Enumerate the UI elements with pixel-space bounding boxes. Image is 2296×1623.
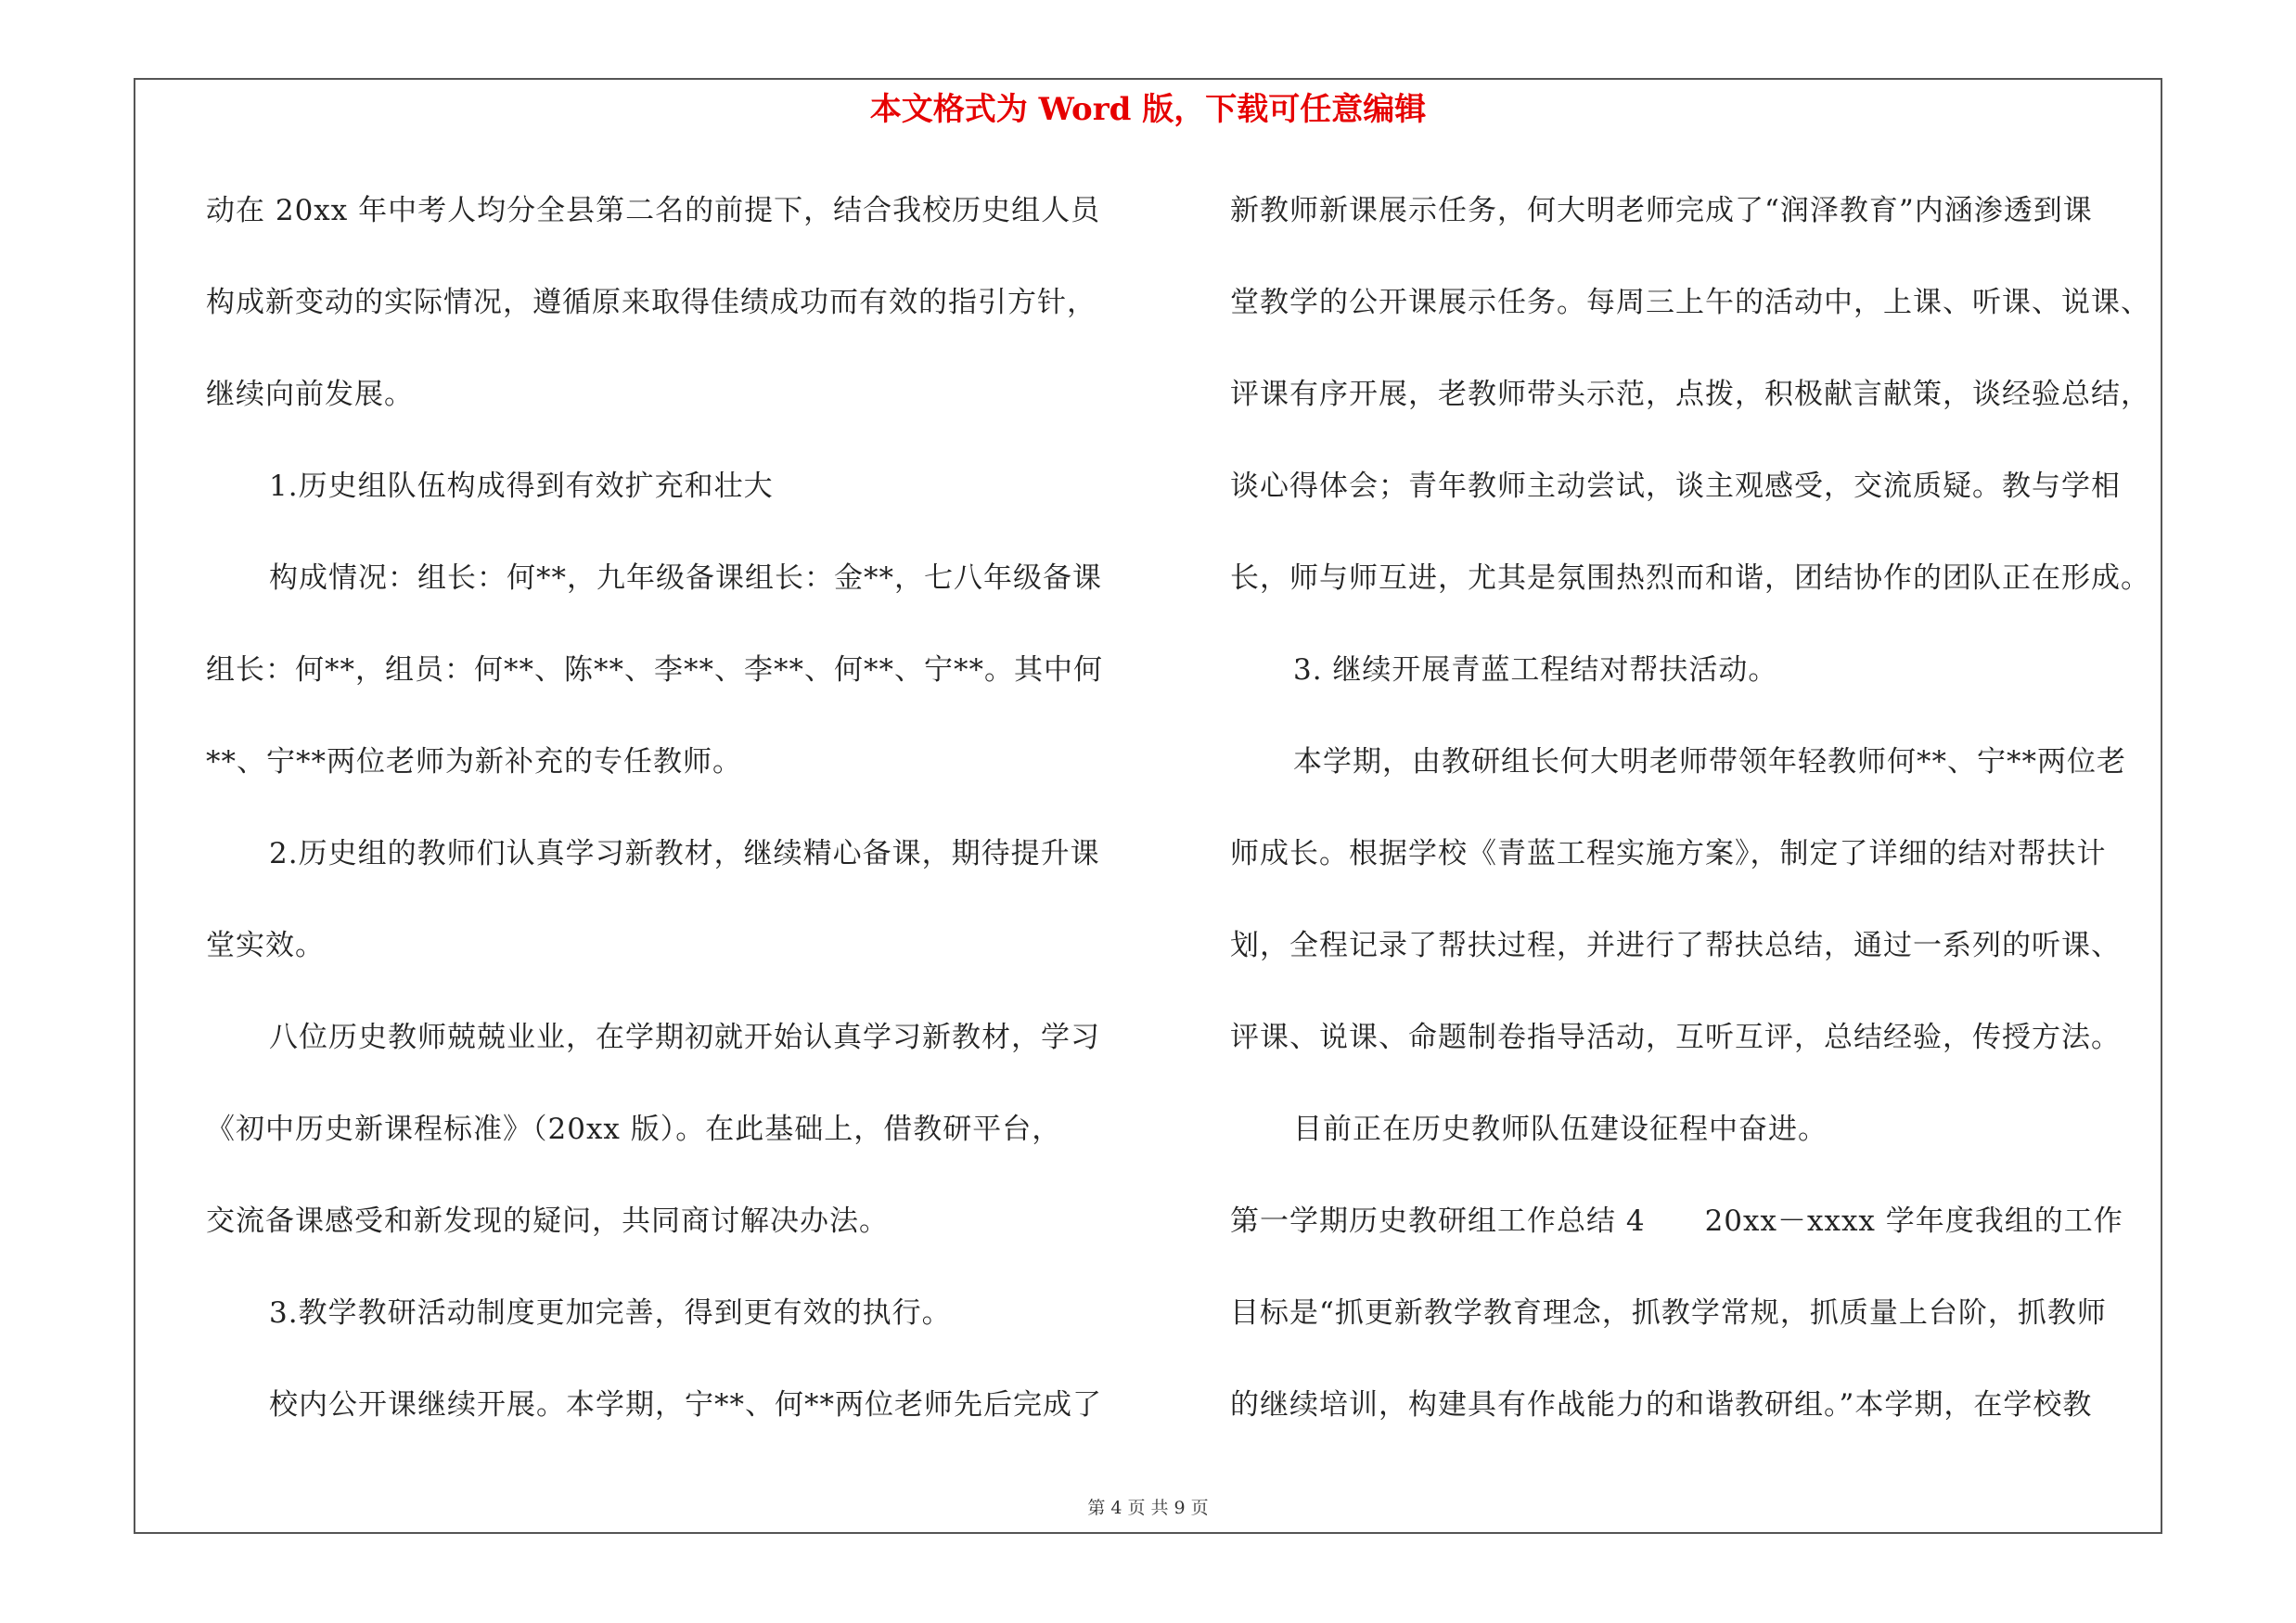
text-line: 新教师新课展示任务，何大明老师完成了“润泽教育”内涵渗透到课 bbox=[1230, 194, 2093, 227]
text-line: 谈心得体会；青年教师主动尝试，谈主观感受，交流质疑。教与学相 bbox=[1230, 470, 2121, 503]
text-line: 《初中历史新课程标准》（20xx 版）。在此基础上，借教研平台， bbox=[206, 1113, 1062, 1146]
text-line: 评课有序开展，老教师带头示范，点拨，积极献言献策，谈经验总结， bbox=[1230, 378, 2150, 411]
text-line: 目前正在历史教师队伍建设征程中奋进。 bbox=[1293, 1113, 1828, 1146]
text-line: 长，师与师互进，尤其是氛围热烈而和谐，团结协作的团队正在形成。 bbox=[1230, 561, 2150, 595]
right-text-column bbox=[1230, 183, 2186, 1469]
text-line: 构成新变动的实际情况，遵循原来取得佳绩成功而有效的指引方针， bbox=[206, 286, 1097, 319]
text-line: 3. 继续开展青蓝工程结对帮扶活动。 bbox=[1293, 653, 1778, 687]
text-line: 本学期，由教研组长何大明老师带领年轻教师何**、宁**两位老 bbox=[1293, 745, 2126, 779]
text-line: 2.历史组的教师们认真学习新教材，继续精心备课，期待提升课 bbox=[269, 837, 1100, 870]
text-line: 的继续培训，构建具有作战能力的和谐教研组。”本学期，在学校教 bbox=[1230, 1388, 2093, 1422]
text-line: 校内公开课继续开展。本学期，宁**、何**两位老师先后完成了 bbox=[269, 1388, 1102, 1422]
text-line: 继续向前发展。 bbox=[206, 378, 414, 411]
text-line: 构成情况：组长：何**，九年级备课组长：金**，七八年级备课 bbox=[269, 561, 1102, 595]
text-line: 组长：何**，组员：何**、陈**、李**、李**、何**、宁**。其中何 bbox=[206, 653, 1103, 687]
text-line: 目标是“抓更新教学教育理念，抓教学常规，抓质量上台阶，抓教师 bbox=[1230, 1296, 2107, 1330]
text-line: 堂实效。 bbox=[206, 929, 325, 962]
text-line: 3.教学教研活动制度更加完善，得到更有效的执行。 bbox=[269, 1296, 952, 1330]
text-line: 师成长。根据学校《青蓝工程实施方案》，制定了详细的结对帮扶计 bbox=[1230, 837, 2107, 870]
text-line: 第一学期历史教研组工作总结 4 20xx－xxxx 学年度我组的工作 bbox=[1230, 1204, 2123, 1238]
text-line: 评课、说课、命题制卷指导活动，互听互评，总结经验，传授方法。 bbox=[1230, 1021, 2121, 1054]
text-line: 交流备课感受和新发现的疑问，共同商讨解决办法。 bbox=[206, 1204, 889, 1238]
text-line: 堂教学的公开课展示任务。每周三上午的活动中，上课、听课、说课、 bbox=[1230, 286, 2150, 319]
text-line: 1.历史组队伍构成得到有效扩充和壮大 bbox=[269, 470, 774, 503]
page-number: 第 4 页 共 9 页 bbox=[1087, 1498, 1209, 1518]
left-text-column bbox=[206, 183, 1134, 1469]
text-line: **、宁**两位老师为新补充的专任教师。 bbox=[206, 745, 742, 779]
text-line: 八位历史教师兢兢业业，在学期初就开始认真学习新教材，学习 bbox=[269, 1021, 1100, 1054]
text-line: 动在 20xx 年中考人均分全县第二名的前提下，结合我校历史组人员 bbox=[206, 194, 1101, 227]
text-line: 划，全程记录了帮扶过程，并进行了帮扶总结，通过一系列的听课、 bbox=[1230, 929, 2121, 962]
format-notice: 本文格式为 Word 版，下载可任意编辑 bbox=[869, 91, 1427, 128]
